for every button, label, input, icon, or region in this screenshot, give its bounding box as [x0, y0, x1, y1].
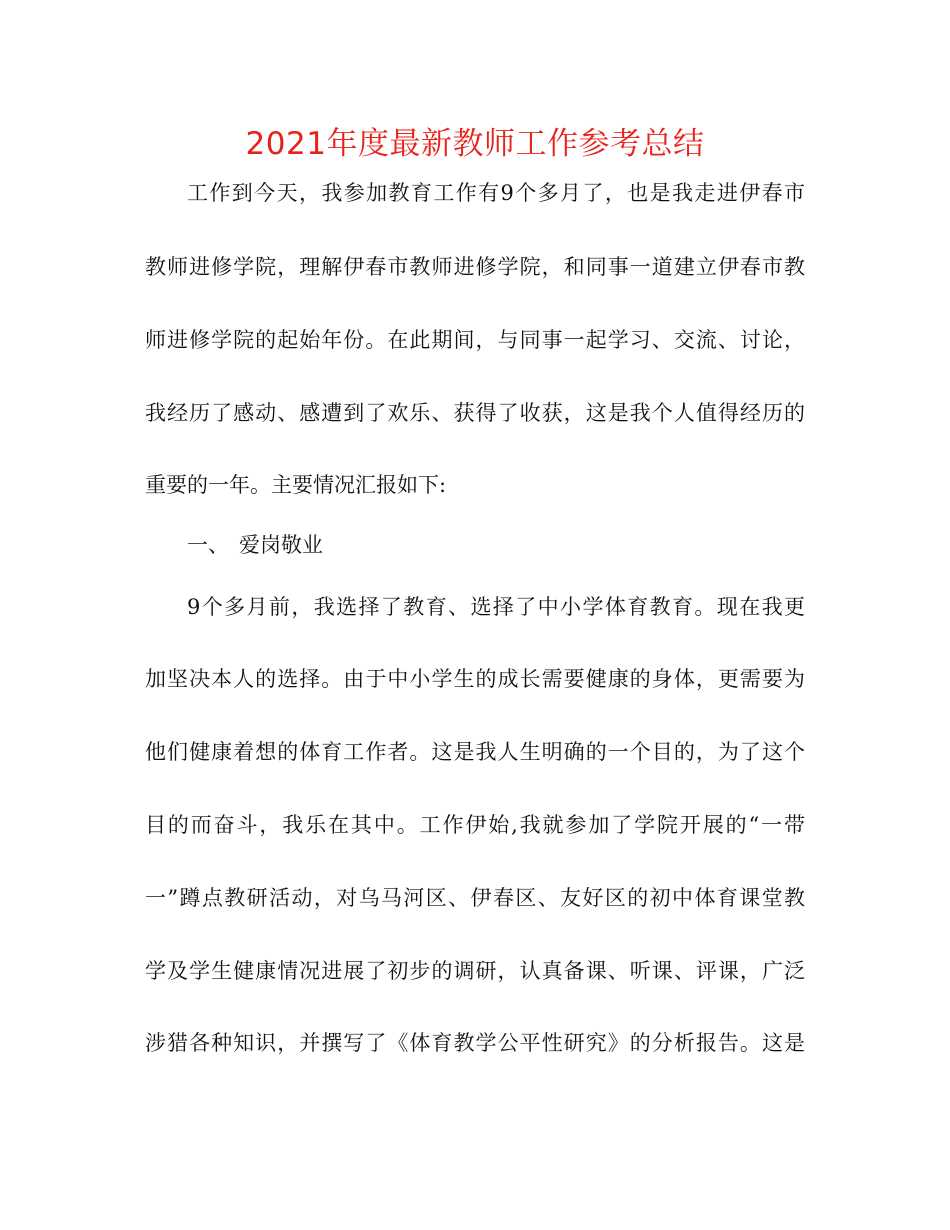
- paragraph-line: 工作到今天，我参加教育工作有9个多月了，也是我走进伊春市: [187, 181, 805, 205]
- document-title: 2021年度最新教师工作参考总结: [245, 126, 705, 162]
- paragraph-line: 我经历了感动、感遭到了欢乐、获得了收获，这是我个人值得经历的: [145, 401, 805, 425]
- paragraph-line: 一”蹲点教研活动，对乌马河区、伊春区、友好区的初中体育课堂教: [145, 886, 805, 910]
- paragraph-line: 目的而奋斗，我乐在其中。工作伊始,我就参加了学院开展的“一带: [145, 813, 805, 837]
- paragraph-line: 他们健康着想的体育工作者。这是我人生明确的一个目的，为了这个: [145, 740, 805, 764]
- paragraph-line: 涉猎各种知识，并撰写了《体育教学公平性研究》的分析报告。这是: [145, 1031, 805, 1055]
- section-heading: [187, 530, 323, 560]
- section-label: 爱岗敬业: [239, 533, 323, 557]
- section-number: 一、: [187, 533, 229, 557]
- paragraph-line: 重要的一年。主要情况汇报如下:: [145, 473, 447, 497]
- paragraph-line: 教师进修学院，理解伊春市教师进修学院，和同事一道建立伊春市教: [145, 255, 805, 279]
- paragraph-line: 学及学生健康情况进展了初步的调研，认真备课、听课、评课，广泛: [145, 959, 805, 983]
- paragraph-line: 加坚决本人的选择。由于中小学生的成长需要健康的身体，更需要为: [145, 667, 805, 691]
- paragraph-line: 9个多月前，我选择了教育、选择了中小学体育教育。现在我更: [187, 595, 805, 619]
- paragraph-line: 师进修学院的起始年份。在此期间，与同事一起学习、交流、讨论，: [145, 328, 805, 352]
